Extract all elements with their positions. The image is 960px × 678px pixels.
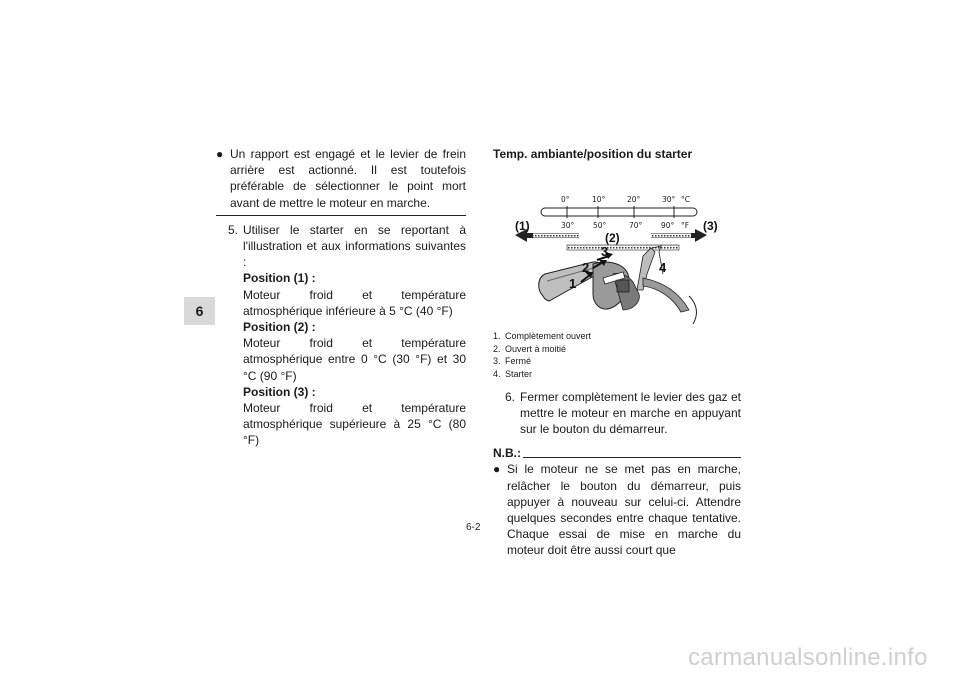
celsius-tick: 0° xyxy=(561,195,570,205)
celsius-tick: 10° xyxy=(592,195,606,205)
caption-item: 3. Fermé xyxy=(493,356,532,367)
callout-2: 2 xyxy=(582,260,590,276)
position-1-text: Moteur froid et température atmosphérique inférieure à 5 °C (40 °F) xyxy=(243,287,466,318)
position-1-label: Position (1) : xyxy=(243,271,316,286)
step-number: 6. xyxy=(505,389,516,404)
figure-heading: Temp. ambiante/position du starter xyxy=(493,147,693,161)
bullet-item-gear-engaged xyxy=(216,146,466,211)
callout-3: 3 xyxy=(601,244,609,260)
nb-bullet-text: Si le moteur ne se met pas en marche, relâcher le bouton du démarreur, puis appuyer à nouveau sur celui-ci. Attendre quelques secondes entre chaque tentative. Chaque essai de mise en marche du moteur doit être aussi court que xyxy=(507,462,741,558)
watermark: carmanualsonline.info xyxy=(688,644,928,671)
bullet-icon: ● xyxy=(216,147,224,161)
bullet-text: Un rapport est engagé et le levier de frein arrière est actionné. Il est toutefois préférable de sélectionner le point mort avant de mettre le moteur en marche. xyxy=(230,147,466,210)
range-1-bar xyxy=(533,234,579,238)
starter-temperature-figure xyxy=(493,178,741,326)
celsius-tick: 20° xyxy=(627,195,641,205)
page-number: 6-2 xyxy=(466,522,481,533)
step-5 xyxy=(216,222,466,449)
celsius-unit: °C xyxy=(681,195,690,205)
left-column xyxy=(216,146,466,449)
caption-item: 2. Ouvert à moitié xyxy=(493,343,567,354)
caption-item: 1. Complètement ouvert xyxy=(493,331,592,342)
fahrenheit-tick: 50° xyxy=(593,221,607,231)
nb-rule xyxy=(523,457,741,458)
range-2-bar xyxy=(567,245,679,250)
position-3-marker: (3) xyxy=(703,219,718,234)
position-2-label: Position (2) : xyxy=(243,320,316,335)
nb-bullet-item xyxy=(493,461,741,558)
fahrenheit-tick: 30° xyxy=(561,221,575,231)
step-6 xyxy=(493,389,741,438)
nb-heading xyxy=(493,445,741,461)
divider xyxy=(216,215,466,216)
position-2-marker: (2) xyxy=(605,231,620,246)
starter-diagram xyxy=(493,178,741,326)
right-column xyxy=(493,146,741,559)
handlebar-illustration xyxy=(539,246,697,324)
step-6-text: Fermer complètement le levier des gaz et mettre le moteur en marche en appuyant sur le bouton du démarreur. xyxy=(520,389,741,436)
nb-label: N.B.: xyxy=(493,446,521,461)
position-3-text: Moteur froid et température atmosphérique supérieure à 25 °C (80 °F) xyxy=(243,401,466,448)
step-number: 5. xyxy=(228,222,239,237)
bullet-icon: ● xyxy=(493,462,501,477)
fahrenheit-unit: °F xyxy=(681,221,690,231)
step-5-intro: Utiliser le starter en se reportant à l'illustration et aux informations suivantes : xyxy=(243,222,466,270)
range-3-bar xyxy=(651,234,691,238)
celsius-tick: 30° xyxy=(662,195,676,205)
fahrenheit-tick: 70° xyxy=(629,221,643,231)
figure-captions xyxy=(493,330,741,380)
callout-4: 4 xyxy=(659,260,667,276)
callout-1: 1 xyxy=(569,276,577,292)
chapter-tab: 6 xyxy=(184,297,215,325)
fahrenheit-tick: 90° xyxy=(661,221,675,231)
position-2-text: Moteur froid et température atmosphérique entre 0 °C (30 °F) et 30 °C (90 °F) xyxy=(243,336,466,383)
position-3-label: Position (3) : xyxy=(243,384,316,399)
caption-item: 4. Starter xyxy=(493,368,533,379)
position-1-marker: (1) xyxy=(515,219,530,234)
